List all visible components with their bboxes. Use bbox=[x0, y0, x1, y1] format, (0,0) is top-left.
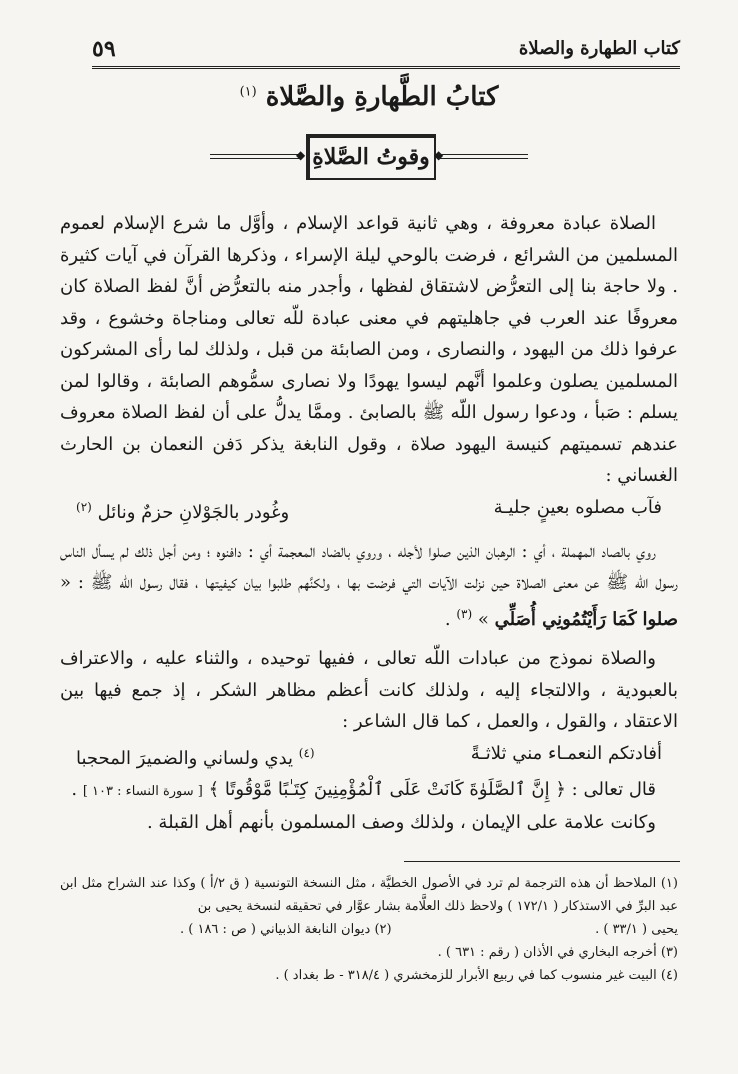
footnote-3 bbox=[60, 941, 678, 964]
quran-prefix: قال تعالى : bbox=[571, 778, 656, 800]
text-line: الآيات التي فرضت بها ، ولكنَّهم طلبوا بيان كيفيتها ، فقال رسول اللّه ﷺ : « bbox=[60, 572, 458, 593]
text-line: ولا حاجة بنا إلى التعرُّض لاشتقاق لفظها ، وأجدر منه بالتعرُّض أنَّ لفظ الصلاة كان bbox=[60, 276, 666, 297]
footnote-separator bbox=[404, 861, 680, 862]
paragraph-2 bbox=[60, 536, 678, 636]
section-title: وقوتُ الصَّلاةِ bbox=[312, 144, 430, 170]
hadith-quote-cont: كَمَا رَأَيْتُمُونِي أُصَلِّي bbox=[494, 608, 637, 630]
ornament-line-right bbox=[438, 154, 528, 159]
paragraph-1 bbox=[60, 208, 678, 492]
quran-reference: [ سورة النساء : ١٠٣ ] bbox=[82, 783, 203, 799]
closing-line bbox=[60, 807, 678, 839]
footnote-1-end: يحيى ( ٣٣/١ ) . bbox=[595, 922, 678, 937]
ornament-line-left bbox=[210, 154, 300, 159]
section-heading bbox=[210, 134, 528, 182]
text-line: المسلمين من الشرائع ، فرضت بالوحي ليلة الإسراء ، وذكرها القرآن في آيات كثيرة . bbox=[60, 244, 678, 297]
verse-hemistich-left bbox=[76, 492, 289, 528]
spacer bbox=[60, 635, 678, 643]
text-line: بالعبودية ، والالتجاء إليه ، ولذلك كانت أعظم مظاهر الشكر ، إذ جمع فيها بين bbox=[60, 679, 678, 701]
text-line: ذلك من اليهود ، والنصارى ، ومن الصابئة من قبل ، ولذلك لما رأى المشركون المسلمين bbox=[60, 339, 678, 392]
hadith-quote: صلوا bbox=[642, 608, 678, 630]
text-line: معروفًا عند العرب في جاهليتهم في معنى عبادة للّه تعالى ومناجاة وخشوع ، وقد عرفوا bbox=[60, 307, 678, 360]
quran-verse: ﴿ إِنَّ ٱلصَّلَوٰةَ كَانَتْ عَلَى ٱلْمُؤْمِنِينَ كِتَـٰبًا مَّوْقُوتًا ﴾ bbox=[208, 778, 566, 800]
hadith-end: . bbox=[444, 608, 451, 630]
footnote-4 bbox=[60, 964, 678, 987]
main-text bbox=[60, 208, 678, 839]
text-line: والصلاة نموذج من عبادات اللّه تعالى ، ففيها توحيده ، والثناء عليه ، والاعتراف bbox=[60, 648, 656, 669]
paragraph-3 bbox=[60, 643, 678, 738]
footnote-row bbox=[60, 918, 678, 941]
book-title-text: كتابُ الطَّهارةِ والصَّلاة bbox=[265, 82, 499, 112]
text-line: روي بالصاد المهملة ، أي : الرهبان الذين صلوا لأجله ، وروي بالضاد المعجمة أي : bbox=[247, 540, 656, 562]
footnote-3-text: (٣) أخرجه البخاري في الأذان ( رقم : ٦٣١ ) . bbox=[437, 945, 678, 960]
verse-hemistich-left bbox=[76, 738, 315, 774]
footnote-2: (٢) ديوان النابغة الذبياني ( ص : ١٨٦ ) . bbox=[180, 922, 392, 937]
quran-end: . bbox=[71, 778, 78, 800]
section-title-box bbox=[306, 134, 436, 180]
text-line: دافنوه ؛ ومن أجل ذلك لم يسأل الناس رسول اللّه ﷺ عن معنى الصلاة حين نزلت bbox=[60, 540, 678, 593]
ornament-dot-right: ◆ bbox=[434, 148, 444, 162]
verse-note-ref: (٤) bbox=[298, 745, 315, 760]
text-line: ودعوا رسول اللّه ﷺ بالصابئ . وممَّا يدلُّ على أن لفظ الصلاة معروف عندهم bbox=[60, 402, 678, 455]
footnotes bbox=[60, 872, 678, 987]
verse-hemistich-right: أفادتكم النعمـاء مني ثلاثـةً bbox=[470, 742, 662, 764]
poetry-verse-1 bbox=[60, 492, 678, 528]
quran-citation bbox=[60, 774, 678, 808]
text-line: يصلون وعلموا أنَّهم ليسوا يهودًا ولا نصارى سمُّوهم الصابئة ، وقالوا لمن يسلم : صَبأ ، bbox=[60, 370, 678, 423]
hadith-note-ref: (٣) bbox=[456, 606, 473, 621]
footnote-1 bbox=[60, 872, 678, 918]
spacer bbox=[60, 528, 678, 536]
ornament-dot-left: ◆ bbox=[296, 148, 306, 162]
verse-hemistich-left-text: وغُودر بالجَوْلانِ حزمٌ ونائل bbox=[97, 501, 290, 523]
text-line: الصلاة عبادة معروفة ، وهي ثانية قواعد الإسلام ، وأوَّل ما شرع الإسلام لعموم bbox=[60, 213, 656, 234]
running-head bbox=[92, 34, 680, 69]
hadith-close: » bbox=[477, 608, 489, 630]
verse-note-ref: (٢) bbox=[76, 499, 92, 514]
footnote-4-text: (٤) البيت غير منسوب كما في ربيع الأبرار للزمخشري ( ٣١٨/٤ - ط بغداد ) . bbox=[275, 968, 678, 983]
poetry-verse-2 bbox=[60, 738, 678, 774]
footnote-line: مثل ابن عبد البرِّ في الاستذكار ( ١٧٢/١ ) ولاحظ ذلك العلَّامة بشار عوَّار في تحقيقه لنسخة يحيى بن bbox=[60, 876, 678, 914]
page-number: ٥٩ bbox=[92, 36, 116, 62]
text-line: تسميتهم كنيسة اليهود صلاة ، وقول النابغة يذكر دَفن النعمان بن الحارث الغساني : bbox=[60, 433, 678, 486]
running-head-title: كتاب الطهارة والصلاة bbox=[518, 38, 680, 59]
book-title-note-ref: (١) bbox=[239, 84, 257, 100]
verse-hemistich-right: فآب مصلوه بعينٍ جليـة bbox=[493, 496, 662, 518]
verse-hemistich-left-text: يدي ولساني والضميرَ المحجبا bbox=[76, 747, 294, 769]
text-line: وكانت علامة على الإيمان ، ولذلك وصف المسلمون بأنهم أهل القبلة . bbox=[146, 812, 656, 833]
text-line: الاعتقاد ، والقول ، والعمل ، كما قال الشاعر : bbox=[342, 711, 678, 732]
book-title bbox=[0, 82, 738, 112]
footnote-line: (١) الملاحظ أن هذه الترجمة لم ترد في الأصول الخطيَّة ، مثل النسخة التونسية ( ق ٢/أ ) وكذا عند الشراح bbox=[106, 876, 678, 891]
